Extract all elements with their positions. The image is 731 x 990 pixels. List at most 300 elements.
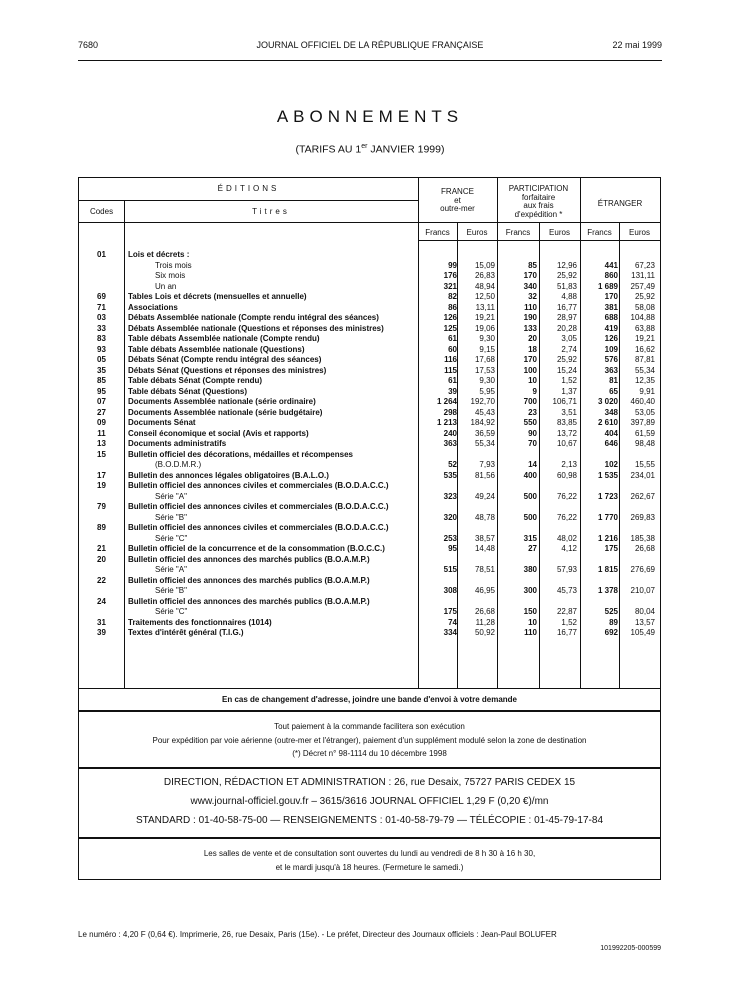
- row-value: 1,52: [561, 617, 577, 627]
- row-value: 380: [523, 565, 537, 574]
- row-value: 16,77: [556, 628, 577, 637]
- row-value: 19,06: [474, 323, 495, 333]
- row-value: 2,13: [561, 460, 577, 469]
- row-value: 19,21: [634, 334, 655, 343]
- row-value: 12,50: [474, 292, 495, 301]
- row-title: Bulletin officiel des annonces civiles et commerciales (B.O.D.A.C.C.): [128, 502, 389, 511]
- row-value: 81: [609, 376, 618, 385]
- table-row: [79, 282, 660, 293]
- row-value: 262,67: [630, 491, 655, 501]
- row-value: 1 264: [436, 397, 457, 406]
- row-value: 14,48: [474, 544, 495, 553]
- row-value: 550: [523, 418, 537, 427]
- page-subtitle: (TARIFS AU 1er JANVIER 1999): [295, 143, 445, 156]
- table-row: [79, 471, 660, 482]
- row-value: 11,28: [475, 617, 495, 627]
- row-value: 1 378: [597, 586, 618, 595]
- row-code: 21: [97, 544, 106, 553]
- row-value: 10,67: [556, 439, 577, 448]
- table-row: [79, 345, 660, 356]
- table-row: [79, 334, 660, 345]
- row-code: 33: [97, 323, 106, 333]
- table-row: [79, 576, 660, 597]
- table-row: [79, 481, 660, 502]
- table-row: [79, 366, 660, 377]
- row-value: 12,35: [634, 376, 655, 385]
- row-value: 321: [443, 281, 457, 291]
- row-value: 38,57: [474, 533, 495, 543]
- row-value: 110: [524, 302, 537, 312]
- subscription-table: [78, 177, 661, 711]
- table-row: [79, 292, 660, 303]
- row-value: 257,49: [630, 281, 655, 291]
- row-code: 17: [97, 470, 106, 480]
- row-value: 13,72: [556, 428, 577, 438]
- row-value: 2,74: [561, 344, 577, 354]
- payment-note-line: Tout paiement à la commande facilitera son exécution: [274, 722, 465, 731]
- row-value: 323: [443, 491, 457, 501]
- row-value: 176: [443, 271, 457, 280]
- row-value: 126: [604, 334, 618, 343]
- row-value: 300: [523, 586, 537, 595]
- row-value: 170: [523, 355, 537, 364]
- table-row: [79, 387, 660, 398]
- row-title: Bulletin officiel des annonces des marchés publics (B.O.A.M.P.): [128, 596, 370, 606]
- table-row: [79, 429, 660, 440]
- row-value: 3,05: [561, 334, 577, 343]
- row-value: 1 535: [597, 470, 618, 480]
- row-value: 1 689: [597, 281, 618, 291]
- row-code: 15: [97, 449, 106, 459]
- row-subtitle: Série "A": [155, 565, 187, 574]
- row-value: 210,07: [630, 586, 655, 595]
- row-value: 67,23: [634, 260, 655, 270]
- row-value: 441: [604, 260, 618, 270]
- row-value: 404: [604, 428, 618, 438]
- row-value: 460,40: [630, 397, 655, 406]
- row-value: 150: [523, 607, 537, 616]
- row-value: 26,68: [634, 544, 655, 553]
- row-value: 240: [443, 428, 457, 438]
- table-row: [79, 597, 660, 618]
- row-value: 126: [443, 313, 457, 322]
- row-value: 58,08: [634, 302, 655, 312]
- row-value: 116: [444, 355, 457, 364]
- row-value: 80,04: [634, 607, 655, 616]
- row-subtitle: Série "B": [155, 586, 187, 595]
- row-value: 320: [443, 512, 457, 522]
- row-title: Bulletin officiel des décorations, médailles et récompenses: [128, 449, 353, 459]
- row-code: 19: [97, 481, 106, 490]
- row-value: 53,05: [634, 407, 655, 417]
- row-title: Débats Sénat (Compte rendu intégral des séances): [128, 355, 322, 364]
- row-value: 1,37: [561, 386, 577, 396]
- table-row: [79, 502, 660, 523]
- row-value: 125: [443, 323, 457, 333]
- row-value: 348: [604, 407, 618, 417]
- row-title: Table débats Sénat (Questions): [128, 386, 247, 396]
- row-value: 3,51: [561, 407, 577, 417]
- table-row: [79, 324, 660, 335]
- row-code: 85: [97, 376, 106, 385]
- row-subtitle: Série "A": [155, 491, 187, 501]
- row-value: 269,83: [630, 512, 655, 522]
- row-value: 10: [528, 376, 537, 385]
- row-value: 70: [528, 439, 537, 448]
- row-value: 500: [523, 512, 537, 522]
- row-value: 74: [448, 617, 457, 627]
- table-row: [79, 618, 660, 629]
- row-value: 14: [528, 460, 537, 469]
- row-title: Textes d'intérêt général (T.I.G.): [128, 628, 244, 637]
- payment-note-line: (*) Décret n° 98-1114 du 10 décembre 1998: [292, 749, 447, 758]
- row-value: 340: [523, 281, 537, 291]
- row-title: Documents Assemblée nationale (série ordinaire): [128, 397, 316, 406]
- row-value: 28,97: [556, 313, 577, 322]
- row-subtitle: (B.O.D.M.R.): [155, 460, 202, 469]
- row-value: 90: [528, 428, 537, 438]
- table-row: [79, 628, 660, 639]
- row-code: 95: [97, 386, 106, 396]
- row-value: 76,22: [556, 512, 577, 522]
- row-value: 12,96: [556, 260, 577, 270]
- row-code: 03: [97, 313, 106, 322]
- table-row: [79, 523, 660, 544]
- row-value: 81,56: [474, 470, 495, 480]
- row-value: 86: [448, 302, 457, 312]
- row-value: 646: [604, 439, 618, 448]
- row-title: Documents administratifs: [128, 439, 227, 448]
- row-value: 106,71: [552, 397, 577, 406]
- row-value: 48,02: [556, 533, 577, 543]
- row-value: 500: [523, 491, 537, 501]
- row-title: Lois et décrets :: [128, 250, 190, 259]
- row-value: 4,88: [561, 292, 577, 301]
- row-title: Conseil économique et social (Avis et rapports): [128, 428, 309, 438]
- row-value: 61: [448, 376, 457, 385]
- row-value: 397,89: [630, 418, 655, 427]
- row-subtitle: Série "B": [155, 512, 187, 522]
- row-value: 102: [604, 460, 618, 469]
- row-title: Débats Assemblée nationale (Compte rendu intégral des séances): [128, 313, 379, 322]
- row-value: 26,68: [474, 607, 495, 616]
- row-value: 298: [443, 407, 457, 417]
- row-value: 45,43: [474, 407, 495, 417]
- row-value: 2 610: [597, 418, 618, 427]
- row-code: 09: [97, 418, 106, 427]
- row-value: 363: [604, 365, 618, 375]
- row-value: 515: [443, 565, 457, 574]
- row-value: 576: [604, 355, 618, 364]
- row-code: 79: [97, 502, 106, 511]
- row-value: 48,94: [474, 281, 495, 291]
- row-code: 05: [97, 355, 106, 364]
- header-rule: [78, 60, 662, 61]
- row-value: 104,88: [630, 313, 655, 322]
- payment-note-box: [78, 711, 661, 768]
- row-value: 9,30: [479, 376, 495, 385]
- row-value: 25,92: [556, 355, 577, 364]
- row-value: 1 216: [597, 533, 618, 543]
- france-header: FRANCE et outre-mer: [440, 187, 475, 213]
- row-value: 315: [523, 533, 537, 543]
- row-value: 1,52: [561, 376, 577, 385]
- table-row: [79, 376, 660, 387]
- row-title: Bulletin officiel de la concurrence et de la consommation (B.O.C.C.): [128, 544, 385, 553]
- row-value: 32: [528, 292, 537, 301]
- row-code: 39: [97, 628, 106, 637]
- row-code: 11: [97, 428, 106, 438]
- row-value: 23: [528, 407, 537, 417]
- row-value: 51,83: [556, 281, 577, 291]
- row-value: 25,92: [556, 271, 577, 280]
- direction-line: DIRECTION, RÉDACTION ET ADMINISTRATION : 26, rue Desaix, 75727 PARIS CEDEX 15: [163, 777, 576, 788]
- row-value: 82: [448, 292, 457, 301]
- etranger-header: ÉTRANGER: [597, 199, 643, 208]
- row-value: 110: [524, 628, 537, 637]
- row-divider: [79, 222, 660, 223]
- row-value: 7,93: [479, 460, 495, 469]
- row-value: 334: [443, 628, 457, 637]
- row-value: 98,48: [634, 439, 655, 448]
- row-value: 99: [448, 260, 457, 270]
- row-code: 07: [97, 397, 106, 406]
- row-value: 15,09: [474, 260, 495, 270]
- row-value: 115: [444, 365, 457, 375]
- row-value: 27: [528, 544, 537, 553]
- codes-header: Codes: [89, 207, 114, 216]
- row-code: 01: [97, 250, 106, 259]
- payment-note-line: Pour expédition par voie aérienne (outre-mer et l'étranger), paiement d'un supplément modulé selon la zone de destination: [152, 736, 587, 745]
- row-value: 400: [523, 470, 537, 480]
- footer-line: Le numéro : 4,20 F (0,64 €). Imprimerie, 26, rue Desaix, Paris (15e). - Le préfet, Directeur des Journaux officiels : Jean-Paul BOLUFER: [78, 930, 557, 939]
- row-value: 253: [443, 533, 457, 543]
- row-value: 525: [604, 607, 618, 616]
- row-value: 16,62: [634, 344, 655, 354]
- row-value: 175: [604, 544, 618, 553]
- row-subtitle: Série "C": [155, 533, 188, 543]
- direction-line: www.journal-officiel.gouv.fr – 3615/3616 JOURNAL OFFICIEL 1,29 F (0,20 €)/mn: [190, 796, 549, 807]
- row-value: 87,81: [634, 355, 655, 364]
- row-value: 39: [448, 386, 457, 396]
- table-row: [79, 544, 660, 555]
- row-code: 93: [97, 344, 106, 354]
- row-code: 31: [97, 617, 106, 627]
- table-row: [79, 439, 660, 450]
- euros-header: Euros: [549, 228, 570, 237]
- row-title: Table débats Assemblée nationale (Questions): [128, 344, 305, 354]
- row-value: 109: [604, 344, 618, 354]
- row-value: 46,95: [474, 586, 495, 595]
- row-value: 61: [448, 334, 457, 343]
- row-value: 9,30: [479, 334, 495, 343]
- row-value: 16,77: [556, 302, 577, 312]
- row-value: 15,24: [556, 365, 577, 375]
- row-title: Bulletin officiel des annonces civiles et commerciales (B.O.D.A.C.C.): [128, 481, 389, 490]
- row-value: 36,59: [474, 428, 495, 438]
- row-code: 89: [97, 523, 106, 532]
- row-title: Bulletin des annonces légales obligatoires (B.A.L.O.): [128, 470, 329, 480]
- row-title: Trois mois: [155, 260, 192, 270]
- row-value: 185,38: [630, 533, 655, 543]
- titres-header: Titres: [252, 207, 290, 216]
- row-value: 381: [604, 302, 618, 312]
- row-value: 692: [604, 628, 618, 637]
- table-row: [79, 250, 660, 261]
- row-value: 55,34: [474, 439, 495, 448]
- francs-header: Francs: [505, 228, 531, 237]
- row-value: 170: [604, 292, 618, 301]
- row-value: 9,91: [639, 386, 655, 396]
- row-value: 276,69: [630, 565, 655, 574]
- row-value: 89: [609, 617, 618, 627]
- row-divider: [79, 688, 660, 689]
- row-value: 83,85: [556, 418, 577, 427]
- row-title: Documents Assemblée nationale (série budgétaire): [128, 407, 323, 417]
- row-value: 65: [609, 386, 618, 396]
- page-title: ABONNEMENTS: [276, 107, 464, 126]
- table-row: [79, 555, 660, 576]
- row-title: Documents Sénat: [128, 418, 196, 427]
- row-code: 13: [97, 439, 106, 448]
- row-title: Bulletin officiel des annonces des marchés publics (B.O.A.M.P.): [128, 554, 370, 564]
- row-value: 78,51: [474, 565, 495, 574]
- row-title: Associations: [128, 302, 178, 312]
- row-value: 18: [528, 344, 537, 354]
- row-value: 4,12: [561, 544, 577, 553]
- row-code: 69: [97, 292, 106, 301]
- sales-note-box: [78, 838, 661, 880]
- row-value: 26,83: [474, 271, 495, 280]
- row-value: 10: [528, 617, 537, 627]
- row-value: 9: [532, 386, 537, 396]
- row-value: 9,15: [479, 344, 495, 354]
- row-code: 20: [97, 554, 106, 564]
- row-value: 50,92: [474, 628, 495, 637]
- footer-code: 101992205-000599: [600, 945, 661, 952]
- table-row: [79, 355, 660, 366]
- table-row: [79, 418, 660, 429]
- row-value: 192,70: [470, 397, 495, 406]
- row-title: Table débats Assemblée nationale (Compte rendu): [128, 334, 320, 343]
- row-value: 57,93: [556, 565, 577, 574]
- row-value: 19,21: [474, 313, 495, 322]
- row-code: 24: [97, 596, 106, 606]
- francs-header: Francs: [587, 228, 612, 237]
- row-title: Traitements des fonctionnaires (1014): [128, 617, 272, 627]
- row-value: 20: [528, 334, 537, 343]
- row-code: 35: [97, 365, 106, 375]
- row-value: 60,98: [556, 470, 577, 480]
- row-code: 71: [97, 302, 106, 312]
- table-row: [79, 450, 660, 471]
- row-value: 55,34: [634, 365, 655, 375]
- row-divider: [418, 240, 660, 241]
- row-value: 860: [604, 271, 618, 280]
- row-value: 13,11: [475, 302, 495, 312]
- journal-title: JOURNAL OFFICIEL DE LA RÉPUBLIQUE FRANÇAISE: [256, 40, 484, 50]
- row-code: 27: [97, 407, 106, 417]
- page-number: 7680: [78, 40, 99, 50]
- row-value: 17,68: [474, 355, 495, 364]
- row-value: 131,11: [631, 271, 655, 280]
- row-value: 3 020: [597, 397, 618, 406]
- euros-header: Euros: [629, 228, 650, 237]
- row-value: 76,22: [556, 491, 577, 501]
- row-value: 175: [443, 607, 457, 616]
- row-value: 25,92: [634, 292, 655, 301]
- table-row: [79, 303, 660, 314]
- row-value: 13,57: [634, 617, 655, 627]
- euros-header: Euros: [466, 228, 488, 237]
- row-title: Débats Assemblée nationale (Questions et réponses des ministres): [128, 323, 384, 333]
- row-value: 190: [523, 313, 537, 322]
- direction-line: STANDARD : 01-40-58-75-00 — RENSEIGNEMENTS : 01-40-58-79-79 — TÉLÉCOPIE : 01-45-79-17-84: [135, 815, 604, 826]
- row-value: 20,28: [556, 323, 577, 333]
- row-value: 61,59: [634, 428, 655, 438]
- row-value: 60: [448, 344, 457, 354]
- sales-note-line: Les salles de vente et de consultation sont ouvertes du lundi au vendredi de 8 h 30 à 16 h 30,: [203, 849, 536, 858]
- row-title: Bulletin officiel des annonces civiles et commerciales (B.O.D.A.C.C.): [128, 523, 389, 532]
- change-address-note: En cas de changement d'adresse, joindre une bande d'envoi à votre demande: [222, 695, 517, 704]
- sales-note-line: et le mardi jusqu'à 18 heures. (Fermeture le samedi.): [275, 863, 464, 872]
- row-value: 308: [443, 586, 457, 595]
- row-code: 83: [97, 334, 106, 343]
- row-value: 100: [523, 365, 537, 375]
- row-value: 17,53: [474, 365, 495, 375]
- row-value: 45,73: [556, 586, 577, 595]
- row-value: 49,24: [474, 491, 495, 501]
- table-row: [79, 397, 660, 408]
- row-value: 15,55: [634, 460, 655, 469]
- row-value: 133: [523, 323, 537, 333]
- row-value: 63,88: [634, 323, 655, 333]
- table-row: [79, 408, 660, 419]
- row-subtitle: Série "C": [155, 607, 188, 616]
- row-title: Un an: [155, 281, 177, 291]
- row-value: 1 723: [597, 491, 618, 501]
- row-value: 1 770: [597, 512, 618, 522]
- row-value: 688: [604, 313, 618, 322]
- row-value: 105,49: [630, 628, 655, 637]
- row-value: 48,78: [474, 512, 495, 522]
- row-value: 535: [443, 470, 457, 480]
- table-row: [79, 261, 660, 272]
- row-value: 170: [523, 271, 537, 280]
- row-title: Tables Lois et décrets (mensuelles et annuelle): [128, 292, 307, 301]
- row-title: Débats Sénat (Questions et réponses des ministres): [128, 365, 327, 375]
- row-title: Bulletin officiel des annonces des marchés publics (B.O.A.M.P.): [128, 575, 370, 585]
- issue-date: 22 mai 1999: [612, 40, 662, 50]
- participation-header: PARTICIPATION forfaitaire aux frais d'expédition *: [508, 184, 569, 219]
- row-value: 184,92: [470, 418, 495, 427]
- table-row: [79, 313, 660, 324]
- row-value: 700: [523, 397, 537, 406]
- row-value: 95: [448, 544, 457, 553]
- direction-box: [78, 768, 661, 838]
- row-value: 85: [528, 260, 537, 270]
- row-value: 1 815: [597, 565, 618, 574]
- editions-header: ÉDITIONS: [217, 184, 280, 193]
- row-value: 419: [604, 323, 618, 333]
- row-value: 22,87: [556, 607, 577, 616]
- row-code: 22: [97, 575, 106, 585]
- row-value: 52: [448, 460, 457, 469]
- row-value: 363: [443, 439, 457, 448]
- row-divider: [79, 200, 418, 201]
- row-title: Table débats Sénat (Compte rendu): [128, 376, 263, 385]
- row-value: 1 213: [436, 418, 457, 427]
